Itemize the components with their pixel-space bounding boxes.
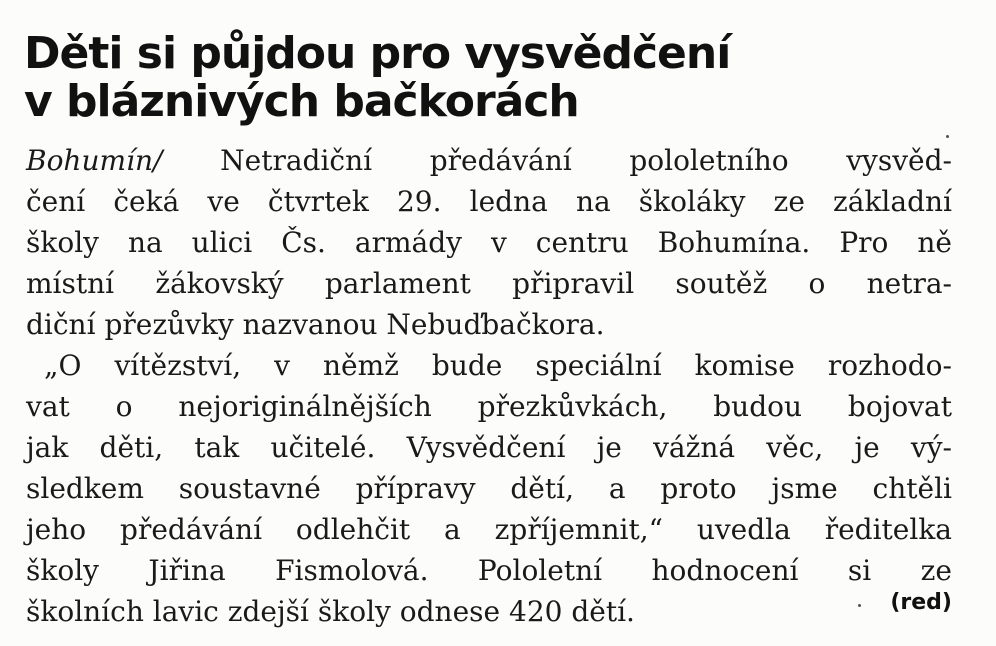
body-line-3: školy na ulici Čs. armády v centru Bohumína. Pro ně bbox=[26, 226, 952, 259]
article-body bbox=[26, 140, 952, 632]
body-line-10: jeho předávání odlehčit a zpříjemnit,“ uvedla ředitelka bbox=[26, 513, 952, 546]
body-line-7: vat o nejoriginálnějších přezkůvkách, budou bojovat bbox=[26, 390, 952, 423]
body-line-1 bbox=[26, 140, 952, 181]
body-line-12: školních lavic zdejší školy odnese 420 dětí. bbox=[26, 595, 635, 628]
print-speck bbox=[858, 604, 861, 607]
article-headline bbox=[24, 30, 964, 126]
dateline-place: Bohumín/ bbox=[26, 144, 163, 177]
author-signature: (red) bbox=[890, 590, 952, 615]
body-line-4: místní žákovský parlament připravil soutěž o netra- bbox=[26, 267, 952, 300]
body-line-8: jak děti, tak učitelé. Vysvědčení je vážná věc, je vý- bbox=[26, 431, 952, 464]
headline-line-1: Děti si půjdou pro vysvědčení bbox=[24, 28, 731, 79]
body-line-2: čení čeká ve čtvrtek 29. ledna na školáky ze základní bbox=[26, 185, 952, 218]
body-line-11: školy Jiřina Fismolová. Pololetní hodnocení si ze bbox=[26, 554, 952, 587]
headline-line-2: v bláznivých bačkorách bbox=[24, 76, 579, 127]
body-line-5: diční přezůvky nazvanou Nebuďbačkora. bbox=[26, 308, 605, 341]
print-speck bbox=[946, 135, 949, 138]
body-line-6: „O vítězství, v němž bude speciální komise rozhodo- bbox=[44, 349, 952, 382]
body-line-9: sledkem soustavné přípravy dětí, a proto jsme chtěli bbox=[26, 472, 952, 505]
body-line-1-text: Netradiční předávání pololetního vysvěd- bbox=[162, 144, 952, 177]
